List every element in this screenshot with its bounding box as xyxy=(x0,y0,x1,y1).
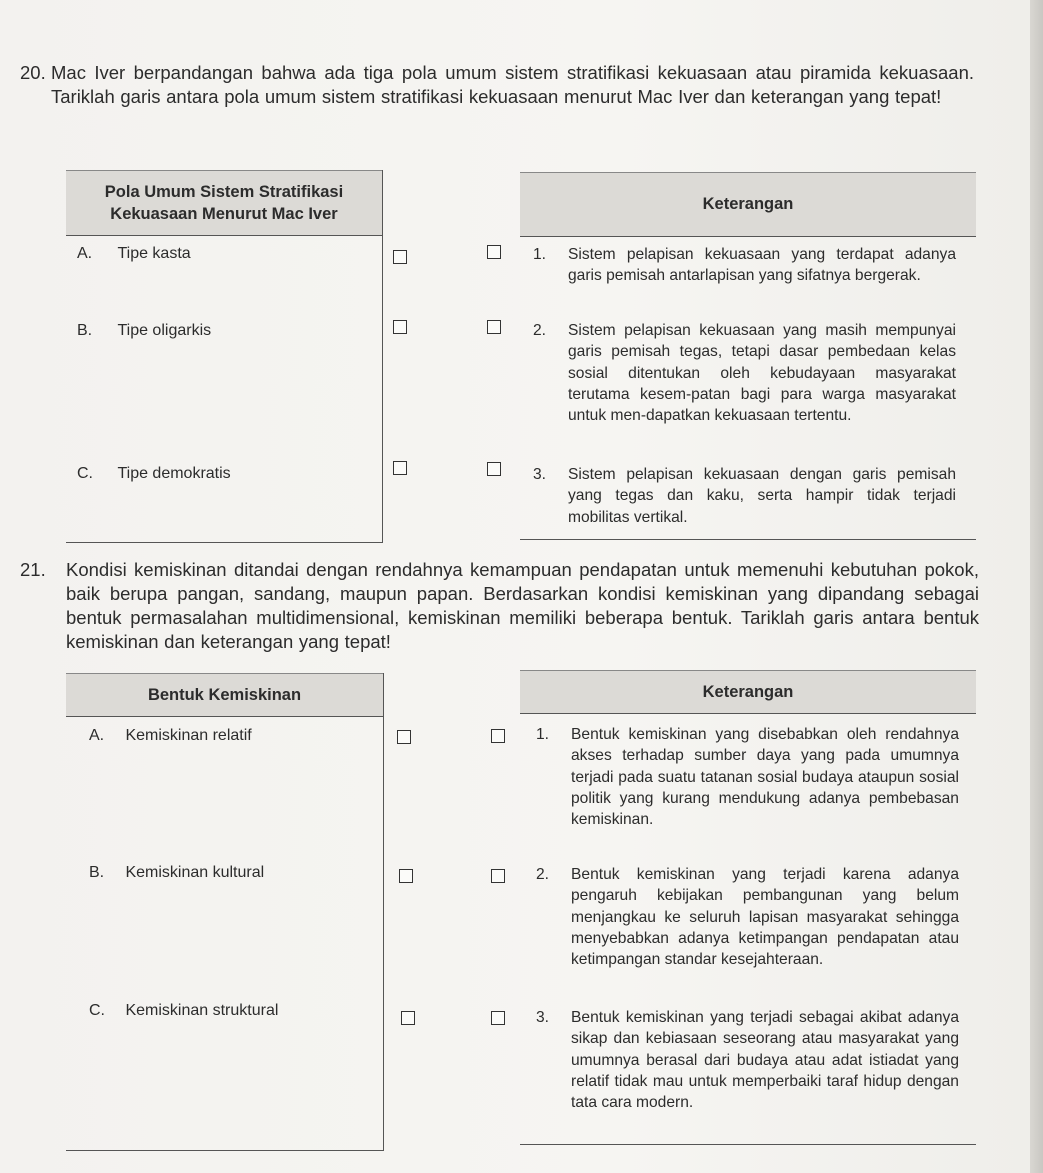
q20-right-header: Keterangan xyxy=(520,172,976,237)
option-label: Tipe demokratis xyxy=(117,465,231,482)
q21-option-b xyxy=(89,864,264,882)
q20-left-header: Pola Umum Sistem Stratifikasi Kekuasaan Menurut Mac Iver xyxy=(66,170,382,236)
q20-description-2 xyxy=(533,320,956,426)
option-label: Kemiskinan struktural xyxy=(125,1002,279,1019)
description-text: Bentuk kemiskinan yang disebabkan oleh rendahnya akses terhadap sumber daya yang pada umumnya terjadi pada suatu tatanan sosial budaya ataupun sosial politik yang kurang mendukung adanya pembebasan kemiskinan. xyxy=(571,726,959,829)
q20-c-left-connector-box[interactable] xyxy=(393,461,407,475)
description-text: Sistem pelapisan kekuasaan yang terdapat adanya garis pemisah antarlapisan yang sifatnya bergerak. xyxy=(568,246,956,285)
q21-2-right-connector-box[interactable] xyxy=(491,869,505,883)
question-20-text xyxy=(20,61,974,109)
q20-description-1 xyxy=(533,244,956,287)
question-body: Kondisi kemiskinan ditandai dengan rendahnya kemampuan pendapatan untuk memenuhi kebutuhan pokok, baik berupa pangan, sandang, maupun papan. Berdasarkan kondisi kemiskinan yang dipandang sebagai bentuk permasalahan multidimensional, kemiskinan memiliki beberapa bentuk. Tariklah garis antara bentuk kemiskinan dan keterangan yang tepat! xyxy=(66,559,979,652)
q21-option-c xyxy=(89,1002,278,1020)
q20-3-right-connector-box[interactable] xyxy=(487,462,501,476)
q20-description-3 xyxy=(533,464,956,528)
option-letter: B. xyxy=(77,322,93,339)
page-edge xyxy=(1030,0,1043,1173)
question-number: 20. xyxy=(20,62,46,83)
q21-1-right-connector-box[interactable] xyxy=(491,729,505,743)
option-label: Tipe oligarkis xyxy=(117,322,212,339)
q21-right-header: Keterangan xyxy=(520,670,976,714)
q20-option-b xyxy=(77,322,211,340)
question-body: Mac Iver berpandangan bahwa ada tiga pola umum sistem stratifikasi kekuasaan atau piramida kekuasaan. Tariklah garis antara pola umum sistem stratifikasi kekuasaan menurut Mac Iver dan keterangan yang tepat! xyxy=(51,62,974,107)
description-number: 2. xyxy=(536,866,550,883)
option-letter: A. xyxy=(77,245,93,262)
option-letter: C. xyxy=(77,465,93,482)
description-number: 1. xyxy=(536,726,550,743)
q21-description-2 xyxy=(536,864,959,970)
q20-option-a xyxy=(77,245,191,263)
q20-b-left-connector-box[interactable] xyxy=(393,320,407,334)
option-label: Kemiskinan kultural xyxy=(125,864,265,881)
description-number: 3. xyxy=(533,466,547,483)
description-text: Bentuk kemiskinan yang terjadi karena adanya pengaruh kebijakan pembangunan yang belum menjangkau ke seluruh lapisan masyarakat sehingga menyebabkan adanya ketimpangan pendapatan atau ketimpangan standar kesejahteraan. xyxy=(571,866,959,969)
option-label: Tipe kasta xyxy=(117,245,191,262)
q21-c-left-connector-box[interactable] xyxy=(401,1011,415,1025)
q21-description-3 xyxy=(536,1007,959,1113)
q20-a-left-connector-box[interactable] xyxy=(393,250,407,264)
q21-option-a xyxy=(89,727,252,745)
q21-3-right-connector-box[interactable] xyxy=(491,1011,505,1025)
option-label: Kemiskinan relatif xyxy=(125,727,252,744)
description-text: Sistem pelapisan kekuasaan yang masih mempunyai garis pemisah tegas, tetapi dasar pembedaan kelas sosial ditentukan oleh kebudayaan masyarakat terutama kesem-patan bagi para warga masyarakat untuk men-dapatkan kekuasaan tertentu. xyxy=(568,322,956,425)
description-text: Sistem pelapisan kekuasaan dengan garis pemisah yang tegas dan kaku, serta hampir tidak terjadi mobilitas vertikal. xyxy=(568,466,956,526)
q21-a-left-connector-box[interactable] xyxy=(397,730,411,744)
q20-2-right-connector-box[interactable] xyxy=(487,320,501,334)
q21-description-1 xyxy=(536,724,959,830)
description-number: 2. xyxy=(533,322,547,339)
description-number: 3. xyxy=(536,1009,550,1026)
option-letter: A. xyxy=(89,727,105,744)
option-letter: C. xyxy=(89,1002,105,1019)
q20-left-column xyxy=(66,170,383,543)
q21-b-left-connector-box[interactable] xyxy=(399,869,413,883)
question-number: 21. xyxy=(20,559,46,580)
description-text: Bentuk kemiskinan yang terjadi sebagai akibat adanya sikap dan kebiasaan seseorang atau masyarakat yang umumnya berasal dari budaya atau adat istiadat yang relatif tidak mau untuk memperbaiki taraf hidup dengan tata cara modern. xyxy=(571,1009,959,1112)
q21-left-header: Bentuk Kemiskinan xyxy=(66,673,383,717)
question-21-text xyxy=(20,558,979,654)
q20-option-c xyxy=(77,465,231,483)
option-letter: B. xyxy=(89,864,105,881)
description-number: 1. xyxy=(533,246,547,263)
q20-1-right-connector-box[interactable] xyxy=(487,245,501,259)
